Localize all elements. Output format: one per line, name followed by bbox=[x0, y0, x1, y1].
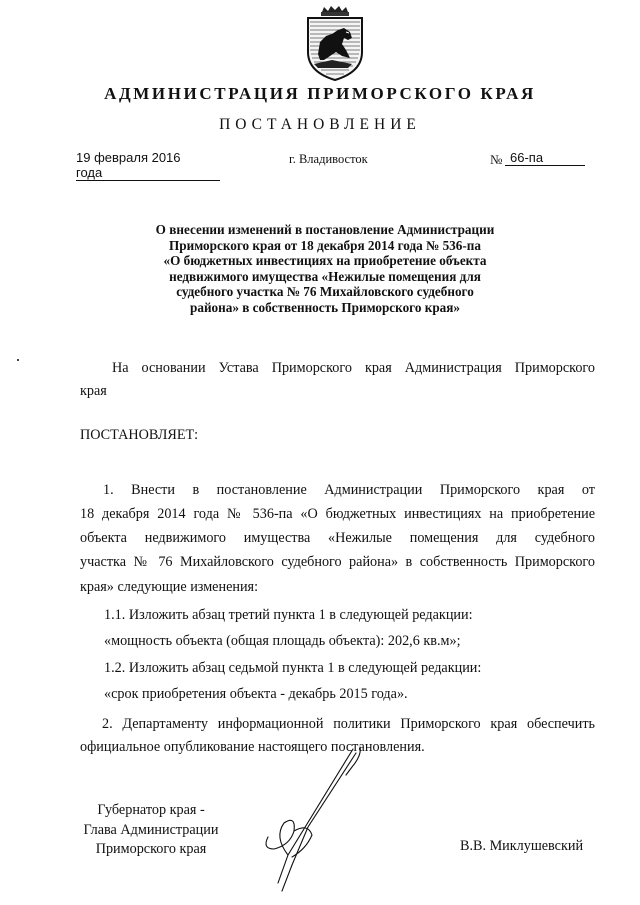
subparagraph-1-2-text: «срок приобретения объекта - декабрь 2015 года». bbox=[104, 686, 408, 702]
paragraph-1-line: участка № 76 Михайловского судебного района» в собственность Приморского bbox=[80, 554, 595, 570]
title-line: О внесении изменений в постановление Администрации bbox=[155, 222, 495, 237]
paragraph-2-line: 2. Департаменту информационной политики Приморского края обеспечить bbox=[102, 716, 595, 732]
subparagraph-1-2: 1.2. Изложить абзац седьмой пункта 1 в следующей редакции: bbox=[104, 660, 482, 676]
title-line: «О бюджетных инвестициях на приобретение объекта bbox=[163, 253, 487, 269]
paragraph-1-line: 18 декабря 2014 года № 536-па «О бюджетных инвестициях на приобретение bbox=[80, 506, 595, 522]
city-label: г. Владивосток bbox=[289, 152, 368, 166]
coat-of-arms-icon bbox=[302, 6, 368, 82]
title-line: Приморского края от 18 декабря 2014 года № 536-па bbox=[169, 237, 481, 253]
number-sign: № bbox=[490, 152, 503, 167]
signatory-title-line: Глава Администрации bbox=[83, 821, 219, 838]
signer-name: В.В. Миклушевский bbox=[460, 838, 584, 854]
signatory-title-line: Губернатор края - bbox=[97, 802, 205, 818]
document-title bbox=[120, 222, 530, 316]
basis-paragraph-line: края bbox=[80, 383, 107, 399]
title-line: судебного участка № 76 Михайловского судебного bbox=[176, 284, 474, 300]
handwritten-signature bbox=[248, 745, 368, 895]
subparagraph-1-1: 1.1. Изложить абзац третий пункта 1 в следующей редакции: bbox=[104, 607, 473, 623]
paragraph-1-line: объекта недвижимого имущества «Нежилые помещения для судебного bbox=[80, 530, 595, 546]
signatory-title-line: Приморского края bbox=[95, 841, 207, 857]
resolves-heading: ПОСТАНОВЛЯЕТ: bbox=[80, 427, 199, 443]
paragraph-2-line: официальное опубликование настоящего постановления. bbox=[80, 739, 425, 755]
document-type: ПОСТАНОВЛЕНИЕ bbox=[219, 116, 421, 133]
paragraph-1-line: края» следующие изменения: bbox=[80, 579, 259, 595]
subparagraph-1-1-text: «мощность объекта (общая площадь объекта): 202,6 кв.м»; bbox=[104, 633, 461, 649]
date-value: 19 февраля 2016 года bbox=[76, 150, 220, 181]
organization-name: АДМИНИСТРАЦИЯ ПРИМОРСКОГО КРАЯ bbox=[104, 84, 536, 103]
title-line: района» в собственность Приморского края» bbox=[190, 299, 460, 315]
margin-mark bbox=[17, 359, 19, 361]
document-number: 66-па bbox=[505, 150, 585, 166]
signatory-title bbox=[66, 801, 236, 860]
basis-paragraph-line: На основании Устава Приморского края Администрация Приморского bbox=[112, 360, 595, 376]
title-line: недвижимого имущества «Нежилые помещения для bbox=[169, 268, 481, 284]
document-date bbox=[76, 150, 220, 181]
paragraph-1-line: 1. Внести в постановление Администрации Приморского края от bbox=[103, 482, 595, 498]
